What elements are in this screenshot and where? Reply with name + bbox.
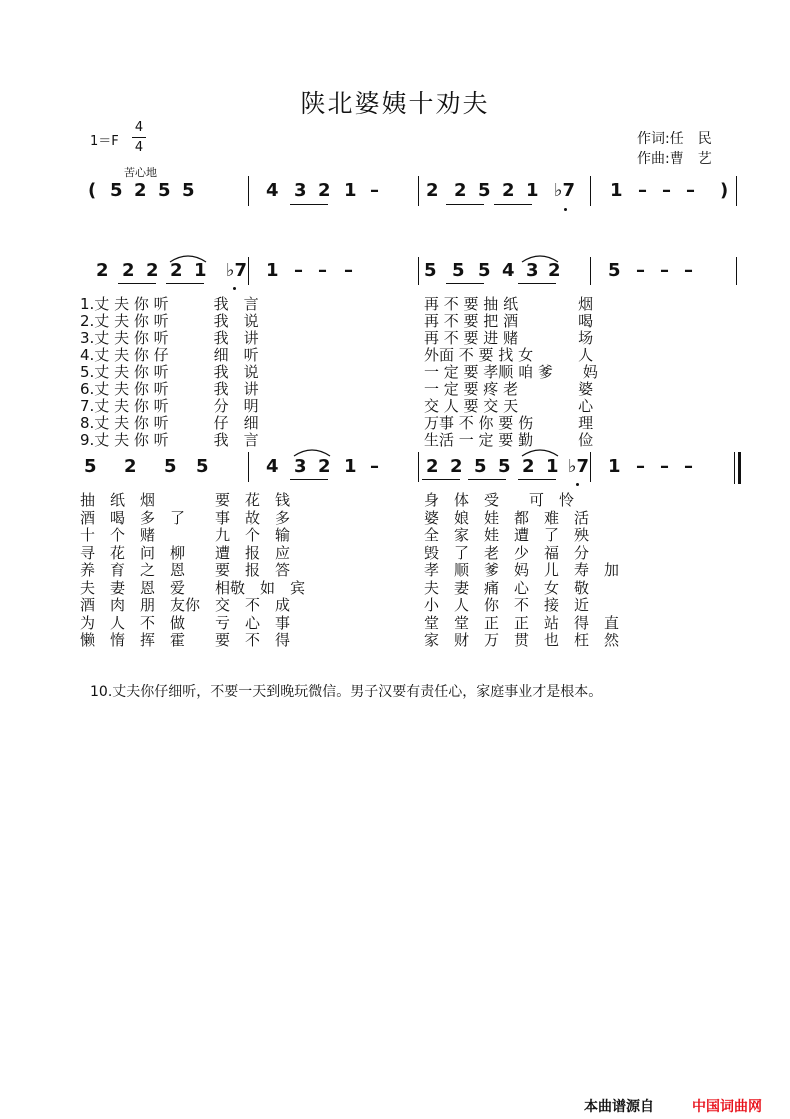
- lyric-line: 交 人 要 交 天 心: [424, 397, 594, 415]
- lyric-line: 堂 堂 正 正 站 得 直: [424, 613, 620, 632]
- note: 3: [294, 456, 307, 477]
- lyric-line: 再 不 要 把 酒 喝: [424, 312, 594, 330]
- time-signature-top: 4: [134, 120, 144, 135]
- note: 5: [182, 180, 195, 201]
- lyric-line: 5.丈 夫 你 听 我 说: [80, 363, 259, 381]
- note: 1: [344, 180, 357, 201]
- note: 5: [164, 456, 177, 477]
- barline: [590, 452, 591, 482]
- note: 5: [110, 180, 123, 201]
- barline: [590, 257, 591, 285]
- beam: [290, 479, 328, 480]
- beam: [494, 204, 532, 205]
- note: 4: [266, 180, 279, 201]
- barline: [248, 176, 249, 206]
- note: 2: [96, 260, 109, 281]
- verse-ten: 10.丈夫你仔细听，不要一天到晚玩微信。男子汉要有责任心，家庭事业才是根本。: [90, 684, 603, 700]
- barline: [418, 257, 419, 285]
- octave-dot: [233, 287, 236, 290]
- beam: [468, 479, 506, 480]
- slur: [168, 252, 208, 264]
- note: –: [636, 456, 645, 477]
- lyric-line: 生活 一 定 要 勤 俭: [424, 431, 594, 449]
- time-signature: [132, 118, 146, 157]
- note: –: [660, 456, 669, 477]
- note: 2: [426, 180, 439, 201]
- tempo-mark: 苦心地: [124, 166, 157, 179]
- song-title: 陕北婆姨十劝夫: [300, 89, 490, 118]
- lyric-line: 抽 纸 烟 要 花 钱: [80, 491, 291, 509]
- note: ): [720, 180, 729, 201]
- lyric-line: 懒 惰 挥 霍 要 不 得: [80, 631, 291, 649]
- barline: [248, 452, 249, 482]
- note: –: [636, 260, 645, 281]
- note: ♭7: [226, 260, 248, 281]
- lyric-line: 再 不 要 抽 纸 烟: [424, 295, 594, 313]
- note: 1: [608, 456, 621, 477]
- note: 5: [478, 260, 491, 281]
- barline-final-thick: [738, 452, 741, 484]
- note: –: [684, 456, 693, 477]
- beam: [518, 283, 556, 284]
- note: 3: [294, 180, 307, 201]
- lyric-line: 6.丈 夫 你 听 我 讲: [80, 380, 259, 398]
- lyric-line: 十 个 赌 九 个 输: [80, 526, 291, 544]
- note: –: [684, 260, 693, 281]
- composer-credit: 作曲:曹 艺: [637, 151, 712, 167]
- note: 5: [452, 260, 465, 281]
- note: 1: [526, 180, 539, 201]
- note: 3: [526, 260, 539, 281]
- note: 5: [478, 180, 491, 201]
- lyric-line: 酒 喝 多 了 事 故 多: [80, 508, 291, 527]
- note: 1: [266, 260, 279, 281]
- note: 4: [266, 456, 279, 477]
- footer-source: 本曲谱源自: [584, 1099, 654, 1115]
- lyric-line: 毁 了 老 少 福 分: [424, 543, 590, 562]
- note: 1: [194, 260, 207, 281]
- note: 2: [318, 180, 331, 201]
- slur: [292, 446, 332, 458]
- lyric-line: 9.丈 夫 你 听 我 言: [80, 431, 259, 449]
- note: –: [660, 260, 669, 281]
- note: –: [686, 180, 695, 201]
- lyric-line: 酒 肉 朋 友你 交 不 成: [80, 596, 291, 614]
- note: –: [370, 180, 379, 201]
- note: 1: [344, 456, 357, 477]
- lyric-line: 一 定 要 疼 老 婆: [424, 380, 594, 398]
- key-signature: 1＝F: [90, 134, 119, 149]
- note: (: [88, 180, 97, 201]
- lyric-line: 寻 花 问 柳 遭 报 应: [80, 543, 291, 562]
- lyric-line: 外面 不 要 找 女 人: [424, 346, 594, 364]
- note: 5: [84, 456, 97, 477]
- note: 5: [424, 260, 437, 281]
- time-signature-bottom: 4: [132, 137, 146, 157]
- lyric-line: 全 家 娃 遭 了 殃: [424, 526, 590, 544]
- note: –: [370, 456, 379, 477]
- lyric-line: 身 体 受 可 怜: [424, 491, 575, 509]
- lyric-line: 婆 娘 娃 都 难 活: [424, 508, 590, 527]
- note: 2: [146, 260, 159, 281]
- beam: [446, 283, 484, 284]
- lyric-line: 养 育 之 恩 要 报 答: [80, 561, 291, 579]
- note: 2: [450, 456, 463, 477]
- note: 2: [134, 180, 147, 201]
- barline-final: [734, 452, 735, 484]
- lyricist-credit: 作词:任 民: [637, 131, 712, 147]
- note: 5: [474, 456, 487, 477]
- note: 2: [548, 260, 561, 281]
- note: 1: [610, 180, 623, 201]
- barline: [248, 257, 249, 285]
- footer-site-link[interactable]: 中国词曲网: [692, 1099, 762, 1115]
- lyric-line: 夫 妻 恩 爱 相敬 如 宾: [80, 578, 306, 597]
- note: –: [638, 180, 647, 201]
- beam: [518, 479, 556, 480]
- lyric-line: 家 财 万 贯 也 枉 然: [424, 631, 620, 649]
- beam: [290, 204, 328, 205]
- lyric-line: 1.丈 夫 你 听 我 言: [80, 295, 259, 313]
- note: 2: [122, 260, 135, 281]
- note: –: [662, 180, 671, 201]
- note: 2: [318, 456, 331, 477]
- note: ♭7: [554, 180, 576, 201]
- beam: [422, 479, 460, 480]
- octave-dot: [576, 483, 579, 486]
- lyric-line: 4.丈 夫 你 仔 细 听: [80, 346, 259, 364]
- note: –: [344, 260, 353, 281]
- barline: [736, 176, 737, 206]
- lyric-line: 2.丈 夫 你 听 我 说: [80, 312, 259, 330]
- barline: [736, 257, 737, 285]
- lyric-line: 8.丈 夫 你 听 仔 细: [80, 414, 259, 432]
- lyric-line: 再 不 要 进 赌 场: [424, 329, 594, 347]
- note: 2: [502, 180, 515, 201]
- lyric-line: 7.丈 夫 你 听 分 明: [80, 397, 259, 415]
- barline: [418, 452, 419, 482]
- lyric-line: 孝 顺 爹 妈 儿 寿 加: [424, 561, 620, 579]
- note: 4: [502, 260, 515, 281]
- slur: [520, 252, 560, 264]
- note: 2: [454, 180, 467, 201]
- lyric-line: 为 人 不 做 亏 心 事: [80, 613, 291, 632]
- barline: [590, 176, 591, 206]
- note: 5: [498, 456, 511, 477]
- barline: [418, 176, 419, 206]
- note: 1: [546, 456, 559, 477]
- lyric-line: 小 人 你 不 接 近: [424, 596, 590, 614]
- note: 5: [608, 260, 621, 281]
- beam: [118, 283, 156, 284]
- note: 5: [158, 180, 171, 201]
- note: –: [318, 260, 327, 281]
- note: ♭7: [568, 456, 590, 477]
- note: 2: [522, 456, 535, 477]
- lyric-line: 一 定 要 孝顺 咱 爹 妈: [424, 363, 598, 381]
- octave-dot: [564, 208, 567, 211]
- note: 2: [170, 260, 183, 281]
- beam: [446, 204, 484, 205]
- note: 2: [426, 456, 439, 477]
- lyric-line: 夫 妻 痛 心 女 敬: [424, 578, 590, 597]
- note: 2: [124, 456, 137, 477]
- note: –: [294, 260, 303, 281]
- note: 5: [196, 456, 209, 477]
- lyric-line: 万事 不 你 要 伤 理: [424, 414, 594, 432]
- lyric-line: 3.丈 夫 你 听 我 讲: [80, 329, 259, 347]
- beam: [166, 283, 204, 284]
